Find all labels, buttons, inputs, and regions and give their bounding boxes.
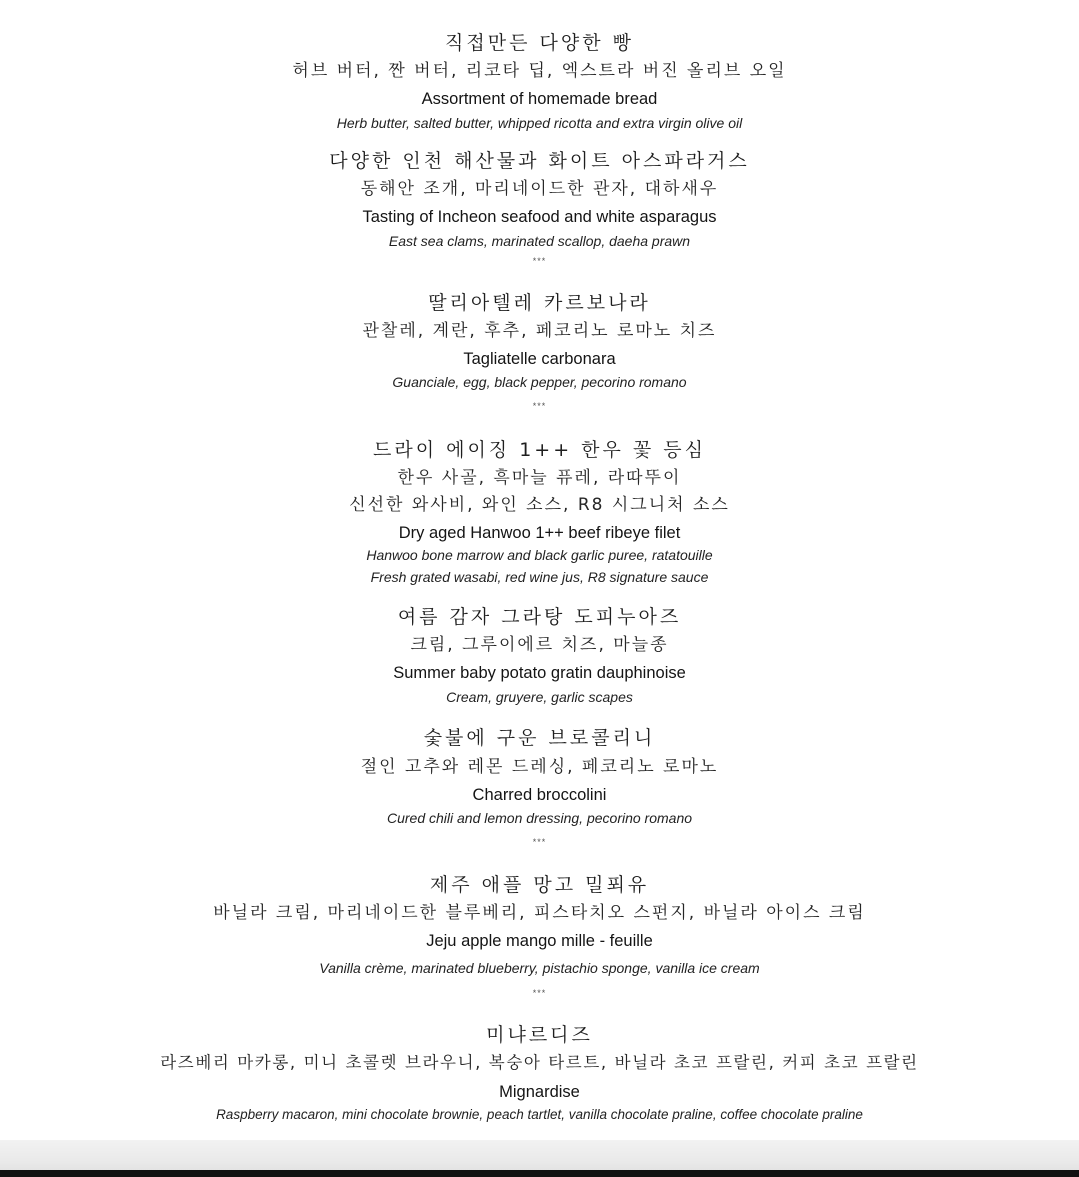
dessert-desc-en: Vanilla crème, marinated blueberry, pistachio sponge, vanilla ice cream — [319, 960, 760, 976]
beef-desc-ko-2: 신선한 와사비, 와인 소스, R8 시그니처 소스 — [349, 495, 730, 515]
separator: *** — [532, 988, 547, 998]
beef-desc-ko-1: 한우 사골, 흑마늘 퓨레, 라따뚜이 — [397, 468, 682, 488]
bread-title-en: Assortment of homemade bread — [421, 90, 658, 108]
bread-desc-ko: 허브 버터, 짠 버터, 리코타 딥, 엑스트라 버진 올리브 오일 — [292, 61, 787, 81]
separator: *** — [532, 401, 547, 411]
mignardise-title-ko: 미냐르디즈 — [486, 1024, 593, 1046]
mignardise-desc-en: Raspberry macaron, mini chocolate brownie, peach tartlet, vanilla chocolate praline, coffee chocolate praline — [216, 1107, 863, 1122]
beef-desc-en-2: Fresh grated wasabi, red wine jus, R8 signature sauce — [370, 569, 709, 585]
broccolini-desc-ko: 절인 고추와 레몬 드레싱, 페코리노 로마노 — [360, 757, 719, 777]
dessert-title-ko: 제주 애플 망고 밀푀유 — [429, 874, 650, 896]
potato-title-en: Summer baby potato gratin dauphinoise — [393, 664, 686, 682]
seafood-title-ko: 다양한 인천 해산물과 화이트 아스파라거스 — [329, 150, 750, 172]
mignardise-title-en: Mignardise — [499, 1083, 580, 1101]
broccolini-title-en: Charred broccolini — [472, 786, 607, 804]
seafood-desc-en: East sea clams, marinated scallop, daeha prawn — [388, 233, 691, 249]
pasta-title-en: Tagliatelle carbonara — [463, 350, 616, 368]
dessert-desc-ko: 바닐라 크림, 마리네이드한 블루베리, 피스타치오 스펀지, 바닐라 아이스 크림 — [213, 903, 866, 923]
beef-title-ko: 드라이 에이징 1++ 한우 꽃 등심 — [372, 439, 707, 461]
beef-desc-en-1: Hanwoo bone marrow and black garlic puree, ratatouille — [366, 547, 713, 563]
beef-title-en: Dry aged Hanwoo 1++ beef ribeye filet — [398, 524, 681, 542]
potato-title-ko: 여름 감자 그라탕 도피누아즈 — [397, 606, 682, 628]
separator: *** — [532, 837, 547, 847]
broccolini-desc-en: Cured chili and lemon dressing, pecorino romano — [386, 810, 693, 826]
pasta-desc-ko: 관찰레, 계란, 후추, 페코리노 로마노 치즈 — [362, 321, 717, 341]
bread-desc-en: Herb butter, salted butter, whipped ricotta and extra virgin olive oil — [336, 115, 743, 131]
broccolini-title-ko: 숯불에 구운 브로콜리니 — [423, 727, 656, 749]
bottom-edge-bar — [0, 1170, 1079, 1177]
pasta-title-ko: 딸리아텔레 카르보나라 — [428, 292, 651, 314]
potato-desc-en: Cream, gruyere, garlic scapes — [446, 689, 633, 705]
potato-desc-ko: 크림, 그루이에르 치즈, 마늘종 — [410, 635, 669, 655]
bread-title-ko: 직접만든 다양한 빵 — [445, 32, 634, 54]
pasta-desc-en: Guanciale, egg, black pepper, pecorino romano — [392, 374, 687, 390]
dessert-title-en: Jeju apple mango mille - feuille — [426, 932, 653, 950]
seafood-desc-ko: 동해안 조개, 마리네이드한 관자, 대하새우 — [360, 179, 719, 199]
seafood-title-en: Tasting of Incheon seafood and white asparagus — [362, 208, 717, 226]
separator: *** — [532, 256, 547, 266]
mignardise-desc-ko: 라즈베리 마카롱, 미니 초콜렛 브라우니, 복숭아 타르트, 바닐라 초코 프랄린, 커피 초코 프랄린 — [160, 1053, 919, 1072]
